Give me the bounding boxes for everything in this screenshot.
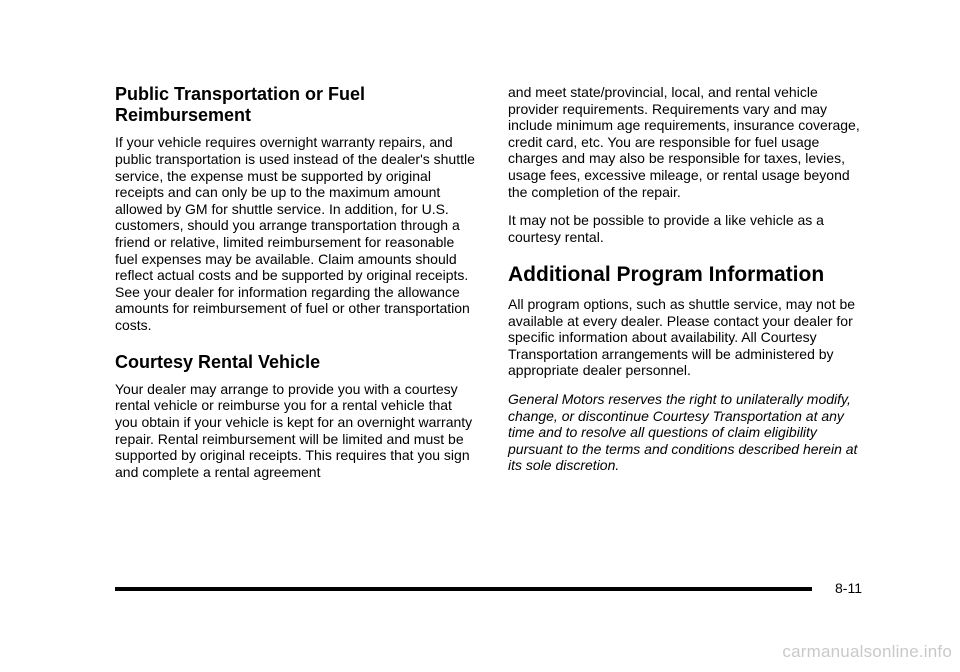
paragraph-like-vehicle: It may not be possible to provide a like vehicle as a courtesy rental.	[508, 212, 824, 245]
heading-courtesy-rental: Courtesy Rental Vehicle	[115, 351, 321, 372]
heading-public-transportation: Public Transportation or Fuel Reimbursement	[115, 84, 366, 126]
paragraph-disclaimer: General Motors reserves the right to unilaterally modify, change, or discontinue Courtesy Transportation at any time and to resolve all questions of claim eligibility pursuant to the terms and conditions described herein at its sole discretion.	[508, 391, 858, 474]
left-column	[115, 84, 477, 492]
paragraph-additional-program: All program options, such as shuttle service, may not be available at every dealer. Please contact your dealer for specific information about availability. All Courtesy Transportation arrangements will be administered by appropriate dealer personnel.	[508, 296, 856, 379]
page-number: 8-11	[835, 580, 862, 596]
right-column	[508, 84, 870, 486]
heading-additional-program: Additional Program Information	[508, 263, 825, 287]
paragraph-rental-requirements: and meet state/provincial, local, and rental vehicle provider requirements. Requirements vary and may include minimum age requirements, insurance coverage, credit card, etc. You are responsible for fuel usage charges and may also be responsible for taxes, levies, usage fees, excessive mileage, or rental usage beyond the completion of the repair.	[508, 84, 860, 200]
watermark-text: carmanualsonline.info	[782, 642, 952, 661]
footer-rule	[115, 587, 812, 591]
paragraph-public-transportation: If your vehicle requires overnight warranty repairs, and public transportation is used instead of the dealer's shuttle service, the expense must be supported by original receipts and can only be up to the maximum amount allowed by GM for shuttle service. In addition, for U.S. customers, should you arrange transportation through a friend or relative, limited reimbursement for reasonable fuel expenses may be available. Claim amounts should reflect actual costs and be supported by original receipts. See your dealer for information regarding the allowance amounts for reimbursement of fuel or other transportation costs.	[115, 134, 475, 333]
paragraph-courtesy-rental: Your dealer may arrange to provide you with a courtesy rental vehicle or reimburse you for a rental vehicle that you obtain if your vehicle is kept for an overnight warranty repair. Rental reimbursement will be limited and must be supported by original receipts. This requires that you sign and complete a rental agreement	[115, 380, 473, 480]
